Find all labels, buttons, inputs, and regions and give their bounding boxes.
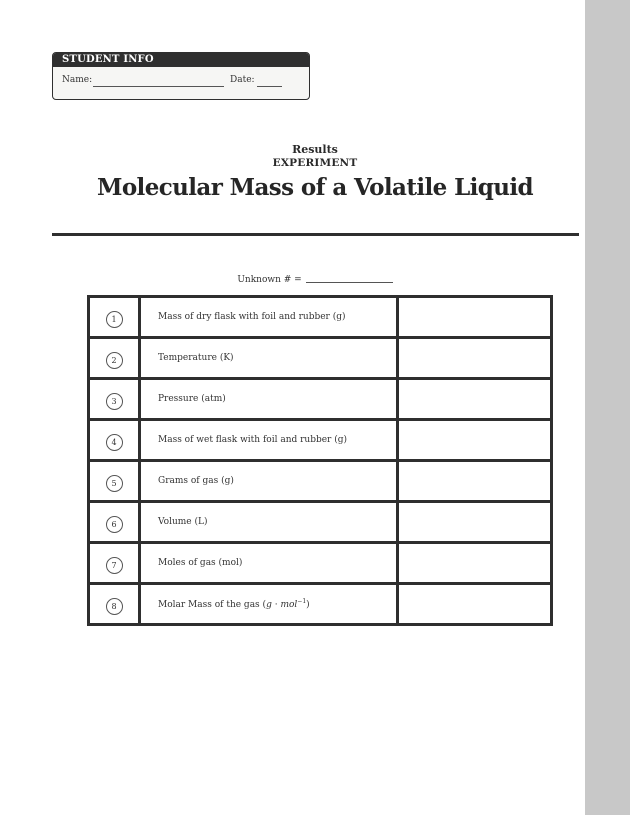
table-row [89,584,552,625]
row-number-cell [89,502,140,543]
row-number-cell [89,297,140,338]
row-number-cell [89,420,140,461]
unit-g: g [266,600,272,610]
date-label: Date: [230,75,255,85]
table-row [89,543,552,584]
unit-dot: · [274,600,278,610]
unit-mol [280,600,306,610]
row-number: 3 [106,393,123,410]
row-number: 2 [106,352,123,369]
student-info-box [52,52,310,100]
row-label: Moles of gas (mol) [140,543,398,584]
table-row [89,297,552,338]
row-number-cell [89,584,140,625]
name-label: Name: [62,75,93,85]
unknown-label: Unknown # = [237,275,302,285]
row-label: Mass of dry flask with foil and rubber (g) [140,297,398,338]
row-number: 5 [106,475,123,492]
unit-exponent: −1 [297,598,307,605]
results-label: Results [292,143,338,156]
side-strip [585,0,630,815]
table-row [89,420,552,461]
row-number-cell [89,338,140,379]
table-row [89,461,552,502]
row-label: Pressure (atm) [140,379,398,420]
table-row [89,379,552,420]
name-field[interactable] [93,86,224,87]
results-table [87,295,553,626]
row-label: Volume (L) [140,502,398,543]
label-text: Molar Mass of the gas ( [158,600,267,610]
row-label: Temperature (K) [140,338,398,379]
row-label-molar-mass [140,584,398,625]
date-field[interactable] [257,86,282,87]
label-close: ) [306,600,310,610]
row-number-cell [89,461,140,502]
title-divider [52,233,579,236]
row-number: 4 [106,434,123,451]
value-cell[interactable] [398,297,552,338]
row-label: Mass of wet flask with foil and rubber (g) [140,420,398,461]
value-cell[interactable] [398,502,552,543]
row-number: 8 [106,598,123,615]
value-cell[interactable] [398,379,552,420]
student-info-row [53,67,309,97]
value-cell[interactable] [398,338,552,379]
unit-mol-text: mol [280,600,298,610]
value-cell[interactable] [398,584,552,625]
row-label: Grams of gas (g) [140,461,398,502]
table-row [89,502,552,543]
value-cell[interactable] [398,543,552,584]
row-number-cell [89,379,140,420]
row-number: 1 [106,311,123,328]
experiment-label: EXPERIMENT [272,157,358,169]
unknown-field[interactable] [306,282,393,283]
unknown-number [0,275,630,285]
value-cell[interactable] [398,420,552,461]
value-cell[interactable] [398,461,552,502]
student-info-heading: STUDENT INFO [53,53,309,67]
row-number: 6 [106,516,123,533]
table-row [89,338,552,379]
page-title: Molecular Mass of a Volatile Liquid [96,174,534,201]
row-number: 7 [106,557,123,574]
row-number-cell [89,543,140,584]
